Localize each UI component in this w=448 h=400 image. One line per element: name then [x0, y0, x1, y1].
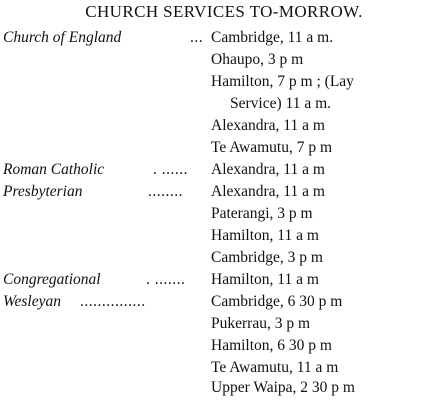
service-entry: Hamilton, 7 p m ; (Lay — [211, 73, 354, 90]
service-entry: Service) 11 a m. — [230, 95, 331, 112]
listing-row — [0, 160, 448, 180]
listing-row — [0, 270, 448, 290]
denomination-church-of-england: Church of England — [3, 29, 122, 46]
listing-row — [0, 72, 448, 92]
listing-row — [0, 292, 448, 312]
listing-row — [0, 336, 448, 356]
dot-leaders: ............... — [80, 293, 146, 310]
service-entry: Cambridge, 3 p m — [211, 249, 323, 266]
listing-row — [0, 138, 448, 158]
service-entry: Alexandra, 11 a m — [211, 117, 325, 134]
listing-row — [0, 248, 448, 268]
listing-row — [0, 314, 448, 334]
listing-row — [0, 204, 448, 224]
dot-leaders: ........ — [148, 183, 183, 200]
listing-row — [0, 50, 448, 70]
dot-leaders: . ....... — [146, 271, 186, 288]
listing-row — [0, 116, 448, 136]
service-entry: Upper Waipa, 2 30 p m — [211, 379, 355, 396]
service-entry: Pukerrau, 3 p m — [211, 315, 311, 332]
denomination-wesleyan: Wesleyan — [3, 293, 61, 310]
service-entry: Hamilton, 11 a m — [211, 271, 319, 288]
listing-row — [0, 358, 448, 378]
listing-row — [0, 28, 448, 48]
dot-leaders: ... — [190, 29, 204, 46]
listing-row — [0, 378, 448, 398]
service-entry: Hamilton, 6 30 p m — [211, 337, 332, 354]
service-entry: Te Awamutu, 11 a m — [211, 359, 339, 376]
denomination-presbyterian: Presbyterian — [3, 183, 83, 200]
service-entry: Te Awamutu, 7 p m — [211, 139, 333, 156]
service-entry: Cambridge, 6 30 p m — [211, 293, 343, 310]
dot-leaders: . ...... — [153, 161, 188, 178]
listing-row — [0, 94, 448, 114]
service-entry: Ohaupo, 3 p m — [211, 51, 304, 68]
clipping-heading: CHURCH SERVICES TO-MORROW. — [85, 2, 363, 21]
listing-row — [0, 182, 448, 202]
service-entry: Alexandra, 11 a m — [211, 161, 325, 178]
service-entry: Alexandra, 11 a m — [211, 183, 325, 200]
listing-row — [0, 226, 448, 246]
denomination-congregational: Congregational — [3, 271, 101, 288]
service-entry: Hamilton, 11 a m — [211, 227, 319, 244]
service-entry: Cambridge, 11 a m. — [211, 29, 334, 46]
service-entry: Paterangi, 3 p m — [211, 205, 313, 222]
denomination-roman-catholic: Roman Catholic — [3, 161, 105, 178]
